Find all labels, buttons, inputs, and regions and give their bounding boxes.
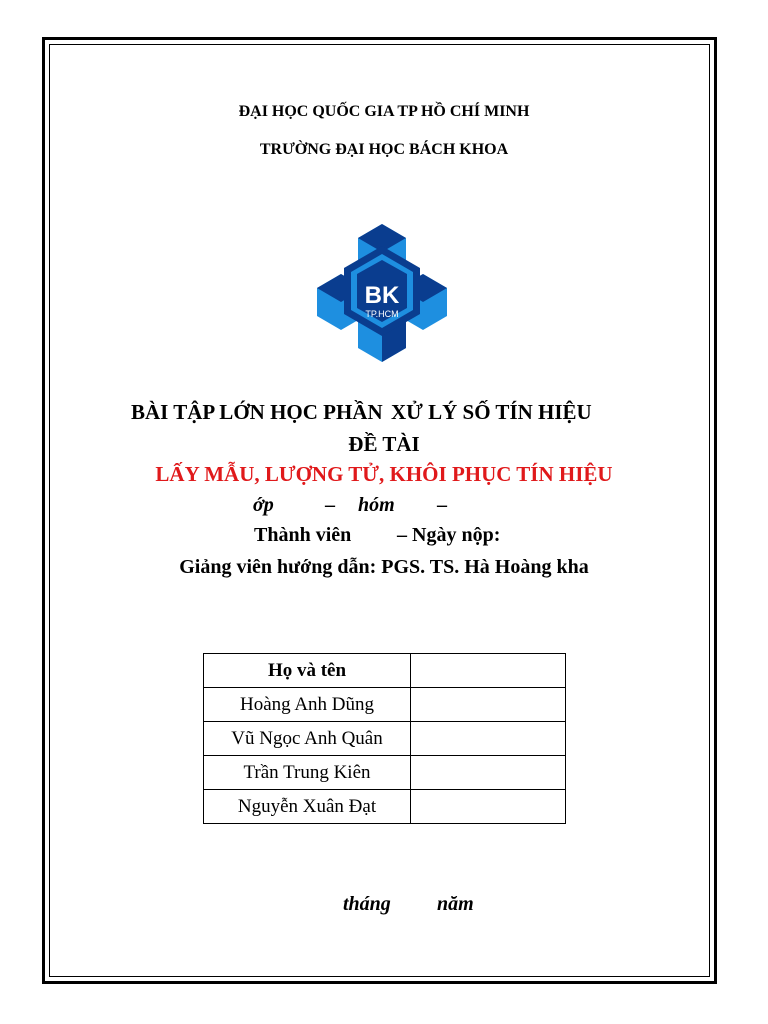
lecturer-line: Giảng viên hướng dẫn: PGS. TS. Hà Hoàng kha xyxy=(179,556,589,578)
logo-subtext: TP.HCM xyxy=(365,309,399,319)
members-label: Thành viên xyxy=(254,524,352,546)
year-label: năm xyxy=(437,893,474,915)
group-label: hóm xyxy=(358,494,395,516)
table-header-row xyxy=(204,654,566,688)
month-label: tháng xyxy=(343,893,391,915)
course-title-part2: XỬ LÝ SỐ TÍN HIỆU xyxy=(391,400,592,424)
class-label: ớp xyxy=(253,494,274,516)
class-dash: – xyxy=(325,494,335,516)
blank-cell xyxy=(411,722,566,756)
topic-heading: ĐỀ TÀI xyxy=(348,432,420,456)
course-title-part1: BÀI TẬP LỚN HỌC PHẦN xyxy=(131,400,383,424)
blank-cell xyxy=(411,790,566,824)
member-name: Trần Trung Kiên xyxy=(204,756,411,790)
school-name: TRƯỜNG ĐẠI HỌC BÁCH KHOA xyxy=(259,141,509,158)
blank-cell xyxy=(411,688,566,722)
university-logo xyxy=(317,224,447,362)
blank-cell xyxy=(411,756,566,790)
blank-column-header xyxy=(411,654,566,688)
topic-title: LẤY MẪU, LƯỢNG TỬ, KHÔI PHỤC TÍN HIỆU xyxy=(155,462,613,486)
university-name: ĐẠI HỌC QUỐC GIA TP HỒ CHÍ MINH xyxy=(238,103,530,120)
member-name: Vũ Ngọc Anh Quân xyxy=(204,722,411,756)
table-row xyxy=(204,722,566,756)
members-table xyxy=(203,653,566,824)
group-dash: – xyxy=(437,494,447,516)
name-column-header: Họ và tên xyxy=(204,654,411,688)
table-row xyxy=(204,756,566,790)
table-row xyxy=(204,688,566,722)
member-name: Hoàng Anh Dũng xyxy=(204,688,411,722)
logo-text: BK xyxy=(364,282,400,309)
table-row xyxy=(204,790,566,824)
submit-date-label: – Ngày nộp: xyxy=(397,524,501,546)
member-name: Nguyễn Xuân Đạt xyxy=(204,790,411,824)
